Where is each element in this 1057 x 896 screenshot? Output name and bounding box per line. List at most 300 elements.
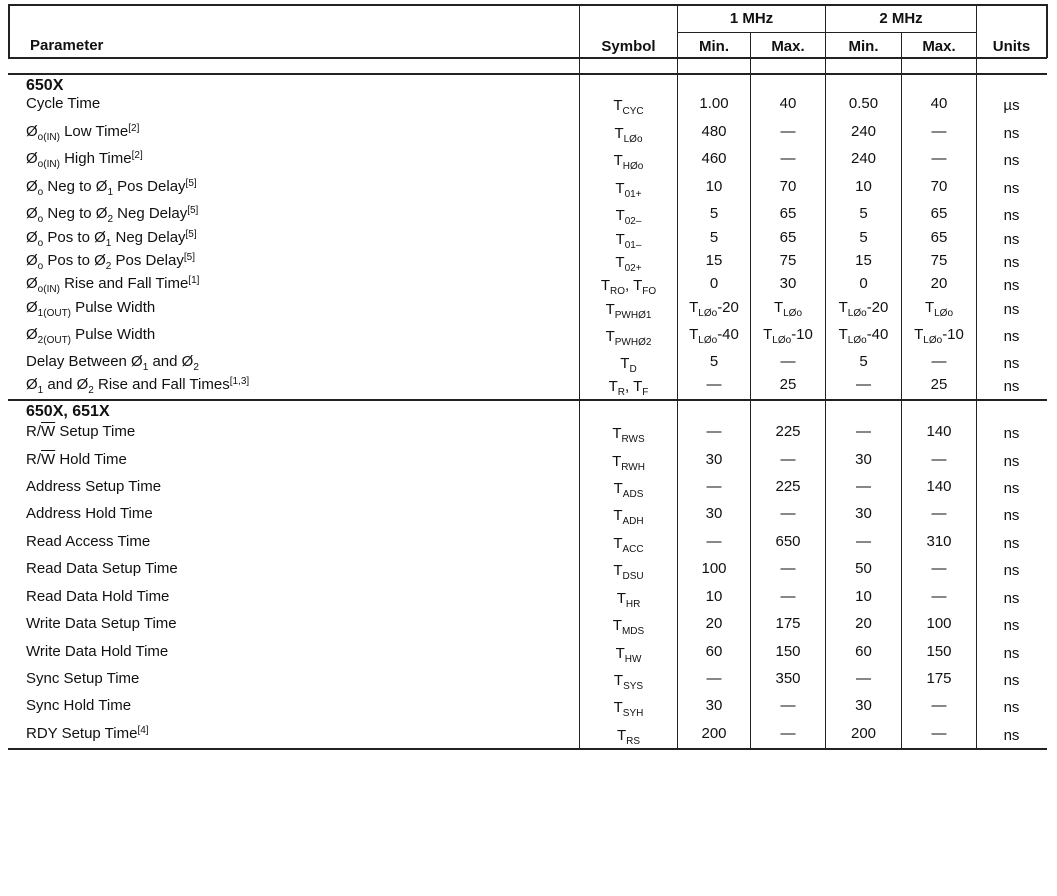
right-border <box>1046 4 1048 58</box>
value-t: T <box>914 326 924 343</box>
symbol-cell <box>580 97 677 117</box>
text-segment: Setup Time <box>55 423 136 440</box>
text-segment: R/ <box>26 451 41 468</box>
value-cell: 140 <box>926 423 952 440</box>
text-segment: T <box>615 180 625 197</box>
value-cell: 65 <box>930 229 948 246</box>
text-segment: Ø <box>26 123 38 140</box>
text-segment: T <box>615 207 625 224</box>
subscript: HW <box>624 654 642 665</box>
param-cell <box>26 95 100 113</box>
symbol-cell <box>580 125 677 145</box>
text-segment: Address Hold Time <box>26 505 153 522</box>
value-cell: — <box>931 353 947 370</box>
text-segment: T <box>613 699 623 716</box>
symbol-cell <box>580 617 677 637</box>
symbol-cell <box>580 590 677 610</box>
units-cell: ns <box>1003 645 1020 662</box>
text-segment: T <box>615 645 625 662</box>
value-cell: — <box>780 150 796 167</box>
value-cell: — <box>780 353 796 370</box>
value-rest: -10 <box>942 326 964 343</box>
text-segment: Rise and Fall Times <box>93 376 230 393</box>
subscript: SYS <box>623 681 644 692</box>
param-cell <box>26 615 177 633</box>
param-cell <box>26 533 150 551</box>
superscript: [5] <box>185 229 197 240</box>
header-units: Units <box>992 38 1031 55</box>
subscript: SYH <box>622 708 644 719</box>
text-segment: Sync Setup Time <box>26 670 140 687</box>
value-cell: 150 <box>926 643 952 660</box>
symbol-cell <box>580 507 677 527</box>
header-symbol: Symbol <box>601 38 656 55</box>
param-cell <box>26 725 149 745</box>
units-cell: ns <box>1003 180 1020 197</box>
value-cell <box>826 326 901 346</box>
value-cell: — <box>856 533 871 550</box>
value-cell: 30 <box>705 697 723 714</box>
value-t: T <box>689 299 699 316</box>
superscript: [2] <box>128 123 140 134</box>
text-segment: High Time <box>59 150 132 167</box>
value-sub: LØo <box>783 308 803 319</box>
text-segment: Pulse Width <box>71 326 156 343</box>
value-cell <box>751 299 825 319</box>
value-cell: — <box>706 478 722 495</box>
text-segment: T <box>612 617 622 634</box>
subscript: PWHØ1 <box>614 310 652 321</box>
text-segment: Read Access Time <box>26 533 151 550</box>
value-cell: 480 <box>701 123 727 140</box>
text-segment: Ø <box>26 229 38 246</box>
value-cell: — <box>931 560 947 577</box>
overline-text: $\overline{W}$ <box>41 423 56 440</box>
value-cell <box>902 326 976 346</box>
param-cell <box>26 423 135 441</box>
subscript: R <box>617 387 626 398</box>
text-segment: Ø <box>26 205 38 222</box>
symbol-cell <box>580 254 677 274</box>
value-t: T <box>838 299 848 316</box>
text-segment: Ø <box>26 252 38 269</box>
units-cell: ns <box>1003 378 1020 395</box>
symbol-cell <box>580 180 677 200</box>
units-cell: ns <box>1003 590 1020 607</box>
symbol-cell <box>580 301 677 321</box>
text-segment: T <box>613 152 623 169</box>
value-cell: 30 <box>705 451 723 468</box>
subscript: 1(OUT) <box>37 308 72 319</box>
superscript: [5] <box>185 178 197 189</box>
value-cell: 460 <box>701 150 727 167</box>
symbol-cell <box>580 378 677 398</box>
units-cell: ns <box>1003 480 1020 497</box>
param-cell <box>26 478 161 496</box>
value-cell <box>751 326 825 346</box>
units-cell: ns <box>1003 672 1020 689</box>
param-cell <box>26 353 199 373</box>
value-sub: LØo <box>847 308 867 319</box>
value-cell: — <box>780 451 796 468</box>
subscript: CYC <box>622 106 644 117</box>
value-cell: — <box>780 697 796 714</box>
bottom-border <box>8 748 1047 750</box>
subscript: 2(OUT) <box>37 335 72 346</box>
value-cell: 5 <box>709 229 719 246</box>
subscript: RWS <box>621 434 645 445</box>
section-title-650x: 650X <box>26 77 64 94</box>
param-cell <box>26 505 153 523</box>
param-cell <box>26 697 131 715</box>
subscript: o <box>37 187 44 198</box>
units-cell: ns <box>1003 355 1020 372</box>
param-cell <box>26 178 197 198</box>
value-cell: 0 <box>859 275 868 292</box>
value-cell: 40 <box>779 95 797 112</box>
value-cell: — <box>780 725 796 742</box>
value-cell: 0 <box>709 275 719 292</box>
value-sub: LØo <box>847 335 867 346</box>
param-cell <box>26 275 199 295</box>
value-cell: 5 <box>859 205 868 222</box>
text-segment: Ø <box>26 326 38 343</box>
value-cell <box>678 299 750 319</box>
subscript: o <box>37 214 44 225</box>
text-segment: , T <box>625 378 643 395</box>
text-segment: Ø <box>26 150 38 167</box>
subscript: 2 <box>105 261 112 272</box>
units-cell: ns <box>1003 231 1020 248</box>
value-cell: 20 <box>855 615 872 632</box>
units-cell: ns <box>1003 535 1020 552</box>
symbol-cell <box>580 231 677 251</box>
value-cell: 5 <box>709 205 719 222</box>
symbol-cell <box>580 277 677 297</box>
text-segment: T <box>613 672 624 689</box>
value-cell: 100 <box>926 615 952 632</box>
symbol-cell <box>580 355 677 375</box>
text-segment: T <box>600 277 611 294</box>
value-cell: 65 <box>930 205 948 222</box>
value-t: T <box>763 326 773 343</box>
text-segment: Address Setup Time <box>26 478 162 495</box>
param-cell <box>26 670 139 688</box>
value-cell: 175 <box>926 670 952 687</box>
value-sub: LØo <box>698 308 718 319</box>
header-1mhz: 1 MHz <box>729 10 774 27</box>
text-segment: T <box>614 125 624 142</box>
section-top-line <box>8 73 1047 75</box>
subscript: MDS <box>621 626 645 637</box>
value-sub: LØo <box>698 335 718 346</box>
value-cell <box>678 326 750 346</box>
value-cell: 10 <box>705 178 723 195</box>
value-cell: 650 <box>775 533 801 550</box>
units-cell: ns <box>1003 277 1020 294</box>
freq-header-line <box>678 32 976 33</box>
value-cell: 10 <box>855 178 872 195</box>
text-segment: T <box>605 301 615 318</box>
units-cell: ns <box>1003 727 1020 744</box>
subscript: ADH <box>622 516 644 527</box>
header-1mhz-min: Min. <box>699 38 729 55</box>
value-cell: 30 <box>705 505 723 522</box>
text-segment: Read Data Setup Time <box>26 560 178 577</box>
subscript: LØo <box>623 134 643 145</box>
param-cell <box>26 229 197 249</box>
subscript: o <box>37 261 44 272</box>
value-cell: 65 <box>779 205 797 222</box>
value-cell: 65 <box>779 229 797 246</box>
units-cell: ns <box>1003 425 1020 442</box>
header-1mhz-max: Max. <box>771 38 805 55</box>
text-segment: Neg to Ø <box>43 178 108 195</box>
value-cell: 75 <box>930 252 948 269</box>
subscript: o <box>37 238 44 249</box>
text-segment: Low Time <box>59 123 129 140</box>
header-2mhz-min: Min. <box>848 38 879 55</box>
symbol-cell <box>580 453 677 473</box>
param-cell <box>26 299 155 319</box>
symbol-cell <box>580 207 677 227</box>
value-cell: — <box>931 725 947 742</box>
value-cell: 240 <box>850 123 877 140</box>
units-cell: ns <box>1003 301 1020 318</box>
value-cell: 100 <box>701 560 727 577</box>
header-2mhz: 2 MHz <box>879 10 923 27</box>
text-segment: and Ø <box>148 353 194 370</box>
value-cell: — <box>931 505 947 522</box>
value-cell: 60 <box>855 643 872 660</box>
subscript: 2 <box>107 214 113 225</box>
superscript: [4] <box>137 725 149 736</box>
value-cell: — <box>856 478 871 495</box>
value-sub: LØo <box>934 308 954 319</box>
value-cell: 15 <box>855 252 872 269</box>
value-rest: -20 <box>866 299 889 316</box>
value-cell: 200 <box>850 725 877 742</box>
text-segment: T <box>613 480 623 497</box>
overline-text: $\overline{W}$ <box>41 451 56 468</box>
top-border <box>8 4 1047 6</box>
text-segment: R/ <box>26 423 41 440</box>
value-cell: — <box>780 123 796 140</box>
subscript: ADS <box>622 489 644 500</box>
value-cell: — <box>706 533 722 550</box>
text-segment: T <box>612 425 622 442</box>
value-cell: — <box>856 376 871 393</box>
superscript: [1,3] <box>229 376 250 387</box>
value-cell: — <box>856 670 871 687</box>
units-cell: ns <box>1003 699 1020 716</box>
text-segment: T <box>615 231 625 248</box>
subscript: DSU <box>622 571 644 582</box>
subscript: 1 <box>142 362 149 373</box>
symbol-cell <box>580 562 677 582</box>
text-segment: T <box>612 453 622 470</box>
value-cell: — <box>931 150 947 167</box>
units-cell: ns <box>1003 562 1020 579</box>
units-cell: ns <box>1003 207 1020 224</box>
text-segment: Ø <box>26 275 38 292</box>
subscript: 1 <box>107 187 113 198</box>
param-cell <box>26 560 178 578</box>
text-segment: Write Data Setup Time <box>26 615 177 632</box>
text-segment: and Ø <box>43 376 89 393</box>
col-line-units <box>976 4 977 749</box>
param-cell <box>26 451 127 469</box>
subscript: RWH <box>621 462 645 473</box>
text-segment: T <box>608 378 618 395</box>
text-segment: Read Data Hold Time <box>26 588 170 605</box>
value-cell: — <box>931 588 947 605</box>
value-cell: 350 <box>775 670 801 687</box>
value-cell: — <box>931 451 947 468</box>
subscript: o(IN) <box>37 159 60 170</box>
text-segment: T <box>613 535 623 552</box>
symbol-cell <box>580 328 677 348</box>
symbol-cell <box>580 699 677 719</box>
value-cell: 175 <box>775 615 801 632</box>
value-cell: 240 <box>850 150 877 167</box>
text-segment: Cycle Time <box>26 95 101 112</box>
text-segment: Ø <box>26 299 38 316</box>
subscript: 01+ <box>624 189 642 200</box>
param-cell <box>26 376 249 396</box>
value-cell: 60 <box>705 643 723 660</box>
text-segment: Pos to Ø <box>43 229 106 246</box>
text-segment: Pos Delay <box>111 252 184 269</box>
value-cell: 70 <box>930 178 948 195</box>
value-cell: 20 <box>930 275 948 292</box>
value-cell: 1.00 <box>699 95 729 112</box>
text-segment: Write Data Hold Time <box>26 643 169 660</box>
subscript: o(IN) <box>37 132 60 143</box>
text-segment: , T <box>625 277 643 294</box>
value-cell: 10 <box>705 588 723 605</box>
subscript: 2 <box>193 362 199 373</box>
param-cell <box>26 252 195 272</box>
value-cell: 310 <box>926 533 952 550</box>
text-segment: Pulse Width <box>71 299 156 316</box>
subscript: 02+ <box>624 263 642 274</box>
text-segment: T <box>620 355 630 372</box>
symbol-cell <box>580 425 677 445</box>
value-cell: — <box>706 376 722 393</box>
text-segment: T <box>615 254 625 271</box>
value-cell: — <box>780 505 796 522</box>
value-cell: 225 <box>775 478 801 495</box>
value-cell: 200 <box>701 725 727 742</box>
text-segment: T <box>605 328 615 345</box>
text-segment: Neg to Ø <box>43 205 108 222</box>
units-cell: ns <box>1003 254 1020 271</box>
subscript: ACC <box>622 544 644 555</box>
section-title-650x-651x: 650X, 651X <box>26 403 110 420</box>
units-cell: ns <box>1003 617 1020 634</box>
text-segment: Rise and Fall Time <box>59 275 189 292</box>
symbol-cell <box>580 727 677 747</box>
text-segment: Pos Delay <box>113 178 186 195</box>
param-cell <box>26 150 143 170</box>
units-cell: ns <box>1003 328 1020 345</box>
value-cell: 70 <box>779 178 797 195</box>
text-segment: T <box>616 727 627 744</box>
text-segment: T <box>613 97 623 114</box>
value-cell <box>826 299 901 319</box>
subscript: D <box>629 364 637 375</box>
subscript: 01– <box>624 240 642 251</box>
symbol-cell <box>580 480 677 500</box>
header-2mhz-max: Max. <box>922 38 956 55</box>
subscript: 1 <box>37 385 44 396</box>
subscript: HR <box>625 599 641 610</box>
subscript: RO <box>610 286 626 297</box>
superscript: [5] <box>183 252 195 263</box>
param-cell <box>26 643 168 661</box>
superscript: [2] <box>131 150 143 161</box>
text-segment: Sync Hold Time <box>26 697 132 714</box>
value-rest: -20 <box>717 299 739 316</box>
subscript: PWHØ2 <box>614 337 652 348</box>
text-segment: T <box>613 507 623 524</box>
param-cell <box>26 326 155 346</box>
symbol-cell <box>580 152 677 172</box>
text-segment: Hold Time <box>55 451 127 468</box>
left-border <box>8 4 10 58</box>
value-t: T <box>689 326 699 343</box>
section-divider <box>8 399 1047 401</box>
value-cell: — <box>931 697 947 714</box>
value-cell: 225 <box>775 423 801 440</box>
value-cell: 75 <box>779 252 797 269</box>
subscript: RS <box>626 736 641 747</box>
value-cell: 30 <box>779 275 797 292</box>
value-cell: 10 <box>855 588 872 605</box>
text-segment: Neg Delay <box>111 229 186 246</box>
value-cell: 5 <box>859 229 868 246</box>
value-cell: — <box>856 423 871 440</box>
value-cell: 140 <box>926 478 952 495</box>
value-rest: -40 <box>717 326 739 343</box>
subscript: 02– <box>624 216 642 227</box>
value-cell: — <box>706 423 722 440</box>
value-cell: 50 <box>855 560 872 577</box>
text-segment: Ø <box>26 178 38 195</box>
value-cell: 25 <box>930 376 948 393</box>
param-cell <box>26 123 139 143</box>
subscript: 1 <box>105 238 112 249</box>
superscript: [1] <box>188 275 200 286</box>
text-segment: Delay Between Ø <box>26 353 143 370</box>
value-cell <box>902 299 976 319</box>
units-cell: ns <box>1003 453 1020 470</box>
superscript: [5] <box>187 205 199 216</box>
subscript: o(IN) <box>37 284 60 295</box>
text-segment: RDY Setup Time <box>26 725 138 742</box>
units-cell: ns <box>1003 507 1020 524</box>
value-rest: -10 <box>791 326 813 343</box>
value-cell: 15 <box>705 252 723 269</box>
subscript: F <box>642 387 649 398</box>
subscript: 2 <box>88 385 94 396</box>
symbol-cell <box>580 672 677 692</box>
units-cell: ns <box>1003 125 1020 142</box>
value-cell: 5 <box>709 353 719 370</box>
param-cell <box>26 588 169 606</box>
subscript: HØo <box>622 161 644 172</box>
